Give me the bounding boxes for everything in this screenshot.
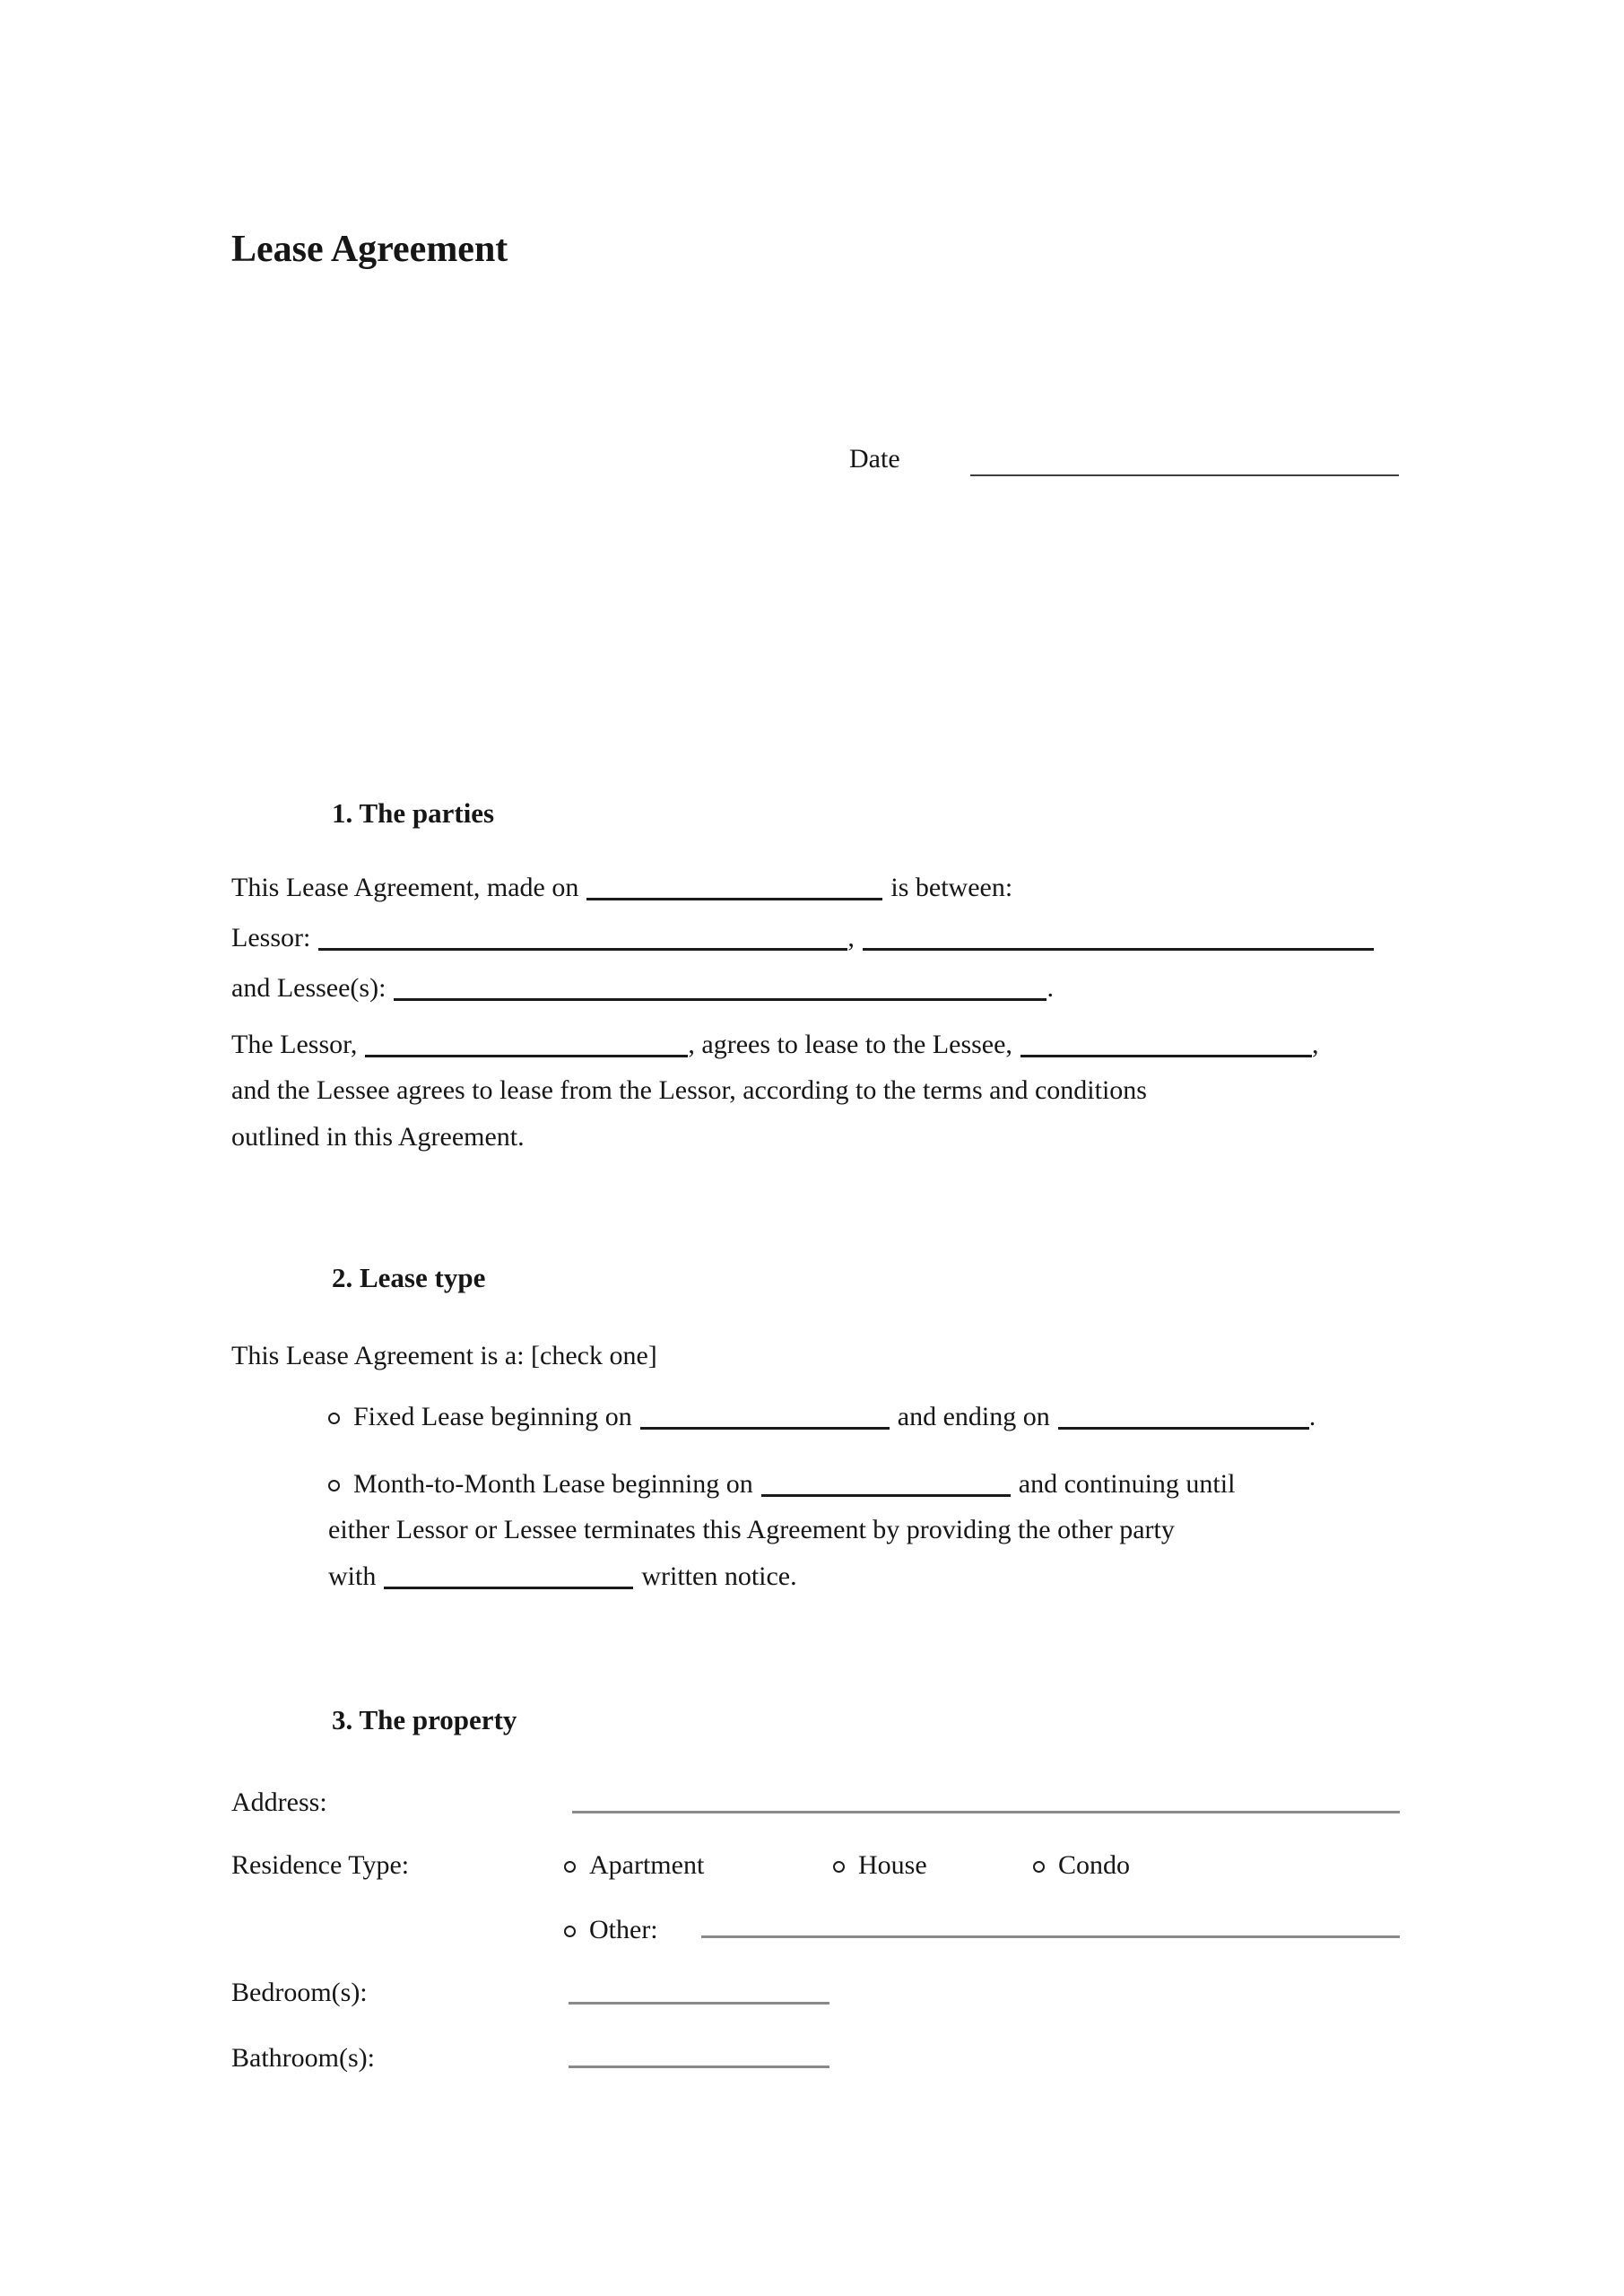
fixed-lease-option-line [328, 1401, 1316, 1433]
residence-type-label: Residence Type: [231, 1850, 410, 1880]
lease-mid-text: , agrees to lease to the Lessee, [688, 1030, 1012, 1059]
made-on-post-text: is between: [890, 873, 1013, 902]
section-3-heading: 3. The property [332, 1704, 517, 1735]
address-line[interactable] [572, 1811, 1400, 1813]
radio-option-other[interactable] [564, 1914, 658, 1946]
radio-option-apartment[interactable] [564, 1849, 704, 1882]
lessee-pre-text: and Lessee(s): [231, 973, 386, 1003]
lease-pre-text: The Lessor, [231, 1030, 358, 1059]
radio-circle-icon [833, 1861, 845, 1873]
section-1-heading: 1. The parties [332, 797, 495, 829]
apartment-option-label: Apartment [589, 1850, 705, 1880]
lease-type-intro: This Lease Agreement is a: [check one] [231, 1341, 657, 1370]
notice-post-text: written notice. [641, 1561, 797, 1591]
radio-circle-icon [1033, 1861, 1045, 1873]
mtm-option-line-3 [328, 1561, 797, 1593]
bathrooms-line[interactable] [569, 2066, 829, 2068]
parties-made-on-line [231, 872, 1012, 904]
page-title: Lease Agreement [231, 229, 508, 270]
blank-mtm-start-date[interactable] [761, 1494, 1011, 1497]
blank-notice-period[interactable] [384, 1587, 633, 1589]
lease-post-text: , [1311, 1030, 1319, 1059]
notice-pre-text: with [328, 1561, 377, 1591]
lessor-label: Lessor: [231, 923, 311, 952]
bedrooms-line[interactable] [569, 2002, 829, 2005]
address-label: Address: [231, 1787, 327, 1817]
blank-lessor-ref[interactable] [365, 1055, 688, 1057]
blank-fixed-start-date[interactable] [640, 1427, 890, 1430]
radio-month-to-month[interactable] [328, 1480, 340, 1492]
mtm-option-line-2: either Lessor or Lessee terminates this Agreement by providing the other party [328, 1515, 1175, 1544]
fixed-pre-text: Fixed Lease beginning on [353, 1402, 632, 1431]
blank-lessor-name[interactable] [318, 948, 847, 951]
blank-made-on-date[interactable] [586, 898, 882, 900]
radio-circle-icon [564, 1926, 576, 1937]
parties-lessee-line [231, 972, 1054, 1004]
fixed-period-text: . [1308, 1402, 1316, 1431]
lessee-period-text: . [1046, 973, 1054, 1003]
made-on-pre-text: This Lease Agreement, made on [231, 873, 579, 902]
bedrooms-label: Bedroom(s): [231, 1978, 368, 2007]
lease-grant-line-2: and the Lessee agrees to lease from the Lessor, according to the terms and conditions [231, 1075, 1147, 1105]
section-2-heading: 2. Lease type [332, 1262, 486, 1293]
lease-grant-line-3: outlined in this Agreement. [231, 1122, 525, 1152]
radio-option-house[interactable] [833, 1849, 927, 1882]
lease-grant-line-1 [231, 1029, 1318, 1061]
blank-lessee-ref[interactable] [1020, 1055, 1312, 1057]
house-option-label: House [858, 1850, 927, 1880]
other-line[interactable] [701, 1935, 1400, 1938]
blank-fixed-end-date[interactable] [1058, 1427, 1309, 1430]
mtm-pre-text: Month-to-Month Lease beginning on [353, 1469, 753, 1499]
radio-option-condo[interactable] [1033, 1849, 1130, 1882]
other-option-label: Other: [589, 1915, 658, 1944]
fixed-mid-text: and ending on [897, 1402, 1050, 1431]
blank-lessee-names[interactable] [394, 998, 1046, 1001]
blank-lessor-address[interactable] [863, 948, 1374, 951]
mtm-post-text: and continuing until [1018, 1469, 1236, 1499]
radio-fixed-lease[interactable] [328, 1413, 340, 1424]
mtm-option-line-1 [328, 1468, 1235, 1500]
date-label: Date [849, 444, 900, 474]
parties-lessor-line [231, 922, 1374, 954]
radio-circle-icon [564, 1861, 576, 1873]
date-line[interactable] [970, 474, 1399, 476]
lessor-comma-text: , [847, 923, 855, 952]
bathrooms-label: Bathroom(s): [231, 2043, 375, 2073]
condo-option-label: Condo [1058, 1850, 1131, 1880]
